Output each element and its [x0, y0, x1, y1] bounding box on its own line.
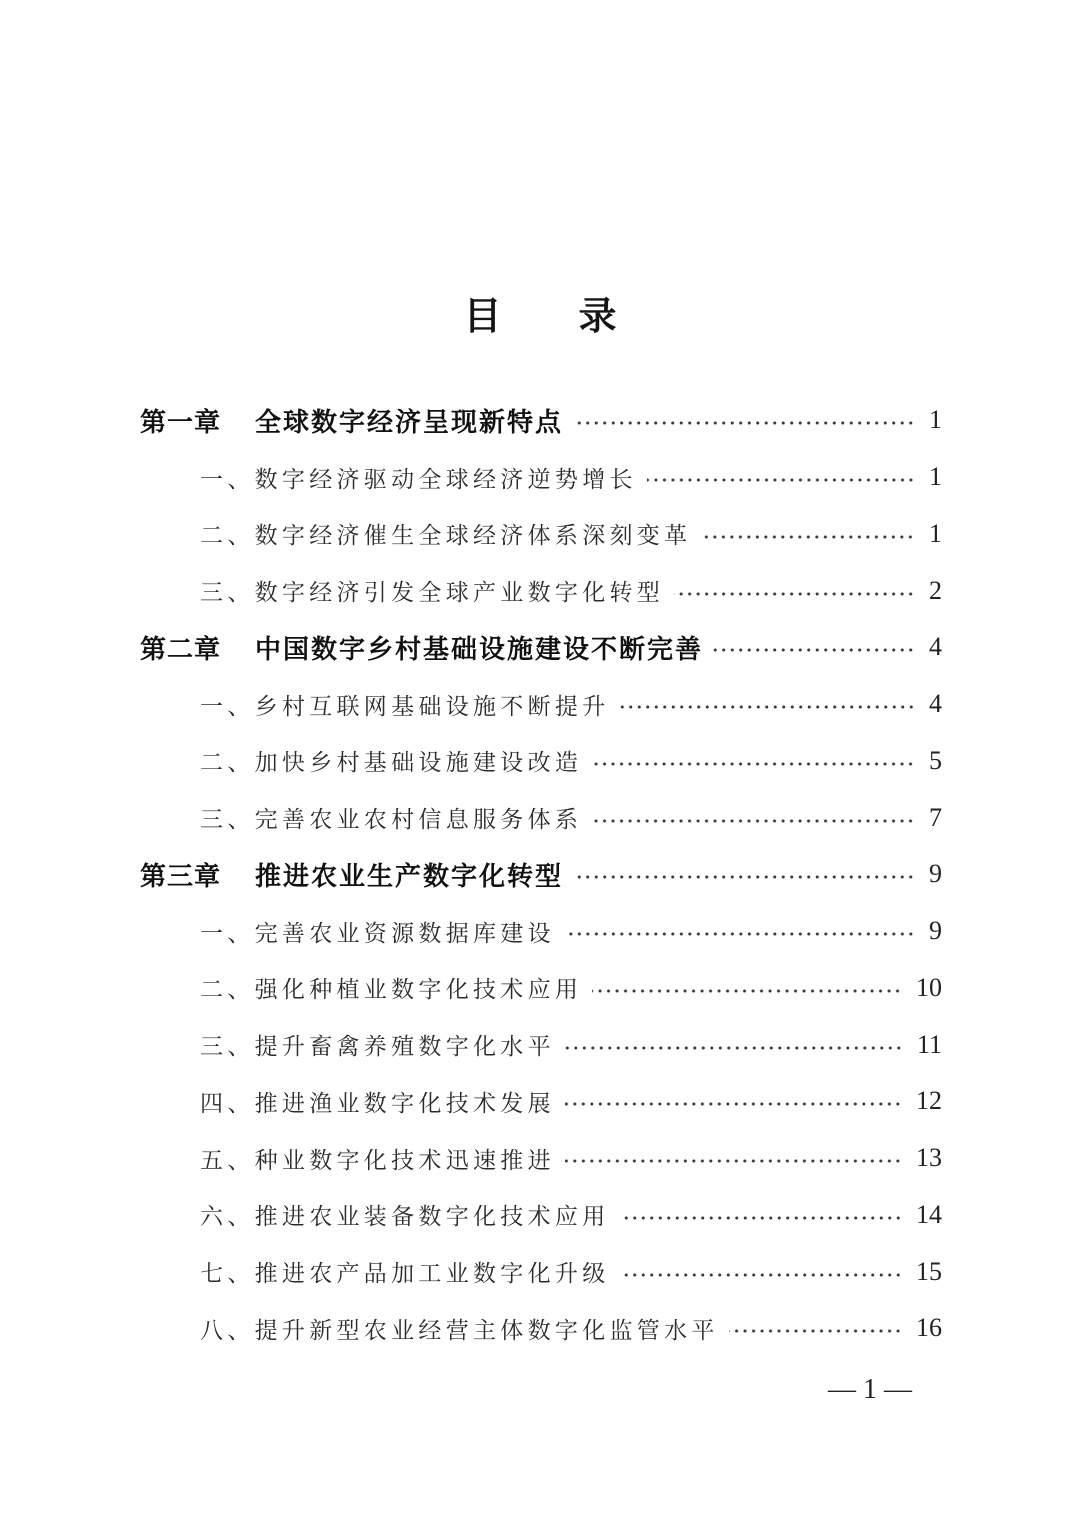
section-title: 三、提升畜禽养殖数字化水平 [200, 1034, 555, 1061]
section-title: 六、推进农业装备数字化技术应用 [200, 1204, 610, 1231]
section-title: 一、数字经济驱动全球经济逆势增长 [200, 466, 637, 493]
section-title: 一、完善农业资源数据库建设 [200, 920, 555, 947]
leader-dots [701, 534, 915, 540]
page-number: 1 [929, 462, 942, 492]
section-title: 八、提升新型农业经营主体数字化监管水平 [200, 1317, 719, 1344]
page-number: 4 [929, 632, 942, 662]
page-number: 11 [916, 1029, 942, 1059]
page-number: 9 [929, 859, 942, 889]
leader-dots [620, 704, 916, 710]
leader-dots [573, 874, 915, 880]
toc-section-row [140, 676, 942, 733]
toc-section-row [140, 733, 942, 790]
leader-dots [573, 420, 915, 426]
leader-dots [592, 761, 915, 767]
chapter-title: 推进农业生产数字化转型 [255, 861, 564, 892]
section-title: 三、完善农业农村信息服务体系 [200, 807, 583, 834]
section-title: 七、推进农产品加工业数字化升级 [200, 1261, 610, 1288]
page-number: 12 [916, 1086, 942, 1116]
toc-section-row [140, 562, 942, 619]
toc-section-row [140, 1187, 942, 1244]
leader-dots [713, 647, 915, 653]
section-title: 一、乡村互联网基础设施不断提升 [200, 693, 610, 720]
page-number: 2 [929, 575, 942, 605]
toc-section-row [140, 1243, 942, 1300]
chapter-title: 全球数字经济呈现新特点 [255, 407, 564, 438]
page-number: 1 [929, 518, 942, 548]
leader-dots [729, 1328, 902, 1334]
page-number: 13 [916, 1143, 942, 1173]
section-title: 五、种业数字化技术迅速推进 [200, 1147, 555, 1174]
leader-dots [620, 1272, 903, 1278]
toc-section-row [140, 789, 942, 846]
toc-section-row [140, 1130, 942, 1187]
page-number: 16 [916, 1313, 942, 1343]
chapter-label: 第一章 [140, 407, 222, 438]
toc-section-row [140, 903, 942, 960]
chapter-label: 第三章 [140, 861, 222, 892]
leader-dots [592, 988, 902, 994]
page-title: 目录 [463, 293, 694, 338]
toc-section-row [140, 506, 942, 563]
section-title: 二、数字经济催生全球经济体系深刻变革 [200, 523, 692, 550]
leader-dots [647, 477, 915, 483]
toc-chapter-row [140, 392, 942, 449]
toc-chapter-row [140, 619, 942, 676]
page-number: 4 [929, 689, 942, 719]
section-title: 三、数字经济引发全球产业数字化转型 [200, 580, 665, 607]
page-footer-number: — 1 — [828, 1374, 912, 1405]
page-number: 7 [929, 802, 942, 832]
page-number: 14 [916, 1199, 942, 1229]
leader-dots [565, 1045, 903, 1051]
chapter-title: 中国数字乡村基础设施建设不断完善 [255, 634, 704, 665]
page-number: 15 [916, 1256, 942, 1286]
leader-dots [674, 591, 915, 597]
section-title: 四、推进渔业数字化技术发展 [200, 1090, 555, 1117]
page-number: 10 [916, 972, 942, 1002]
leader-dots [565, 1158, 902, 1164]
page-number: 5 [929, 745, 942, 775]
toc-section-row [140, 960, 942, 1017]
section-title: 二、强化种植业数字化技术应用 [200, 977, 583, 1004]
toc-section-row [140, 1016, 942, 1073]
leader-dots [592, 818, 915, 824]
leader-dots [565, 1101, 902, 1107]
toc-chapter-row [140, 846, 942, 903]
leader-dots [565, 931, 915, 937]
page-number: 1 [929, 405, 942, 435]
chapter-label: 第二章 [140, 634, 222, 665]
leader-dots [620, 1215, 903, 1221]
toc-section-row [140, 449, 942, 506]
page-number: 9 [929, 916, 942, 946]
toc-section-row [140, 1300, 942, 1357]
toc-section-row [140, 1073, 942, 1130]
table-of-contents [140, 392, 942, 1357]
section-title: 二、加快乡村基础设施建设改造 [200, 750, 583, 777]
